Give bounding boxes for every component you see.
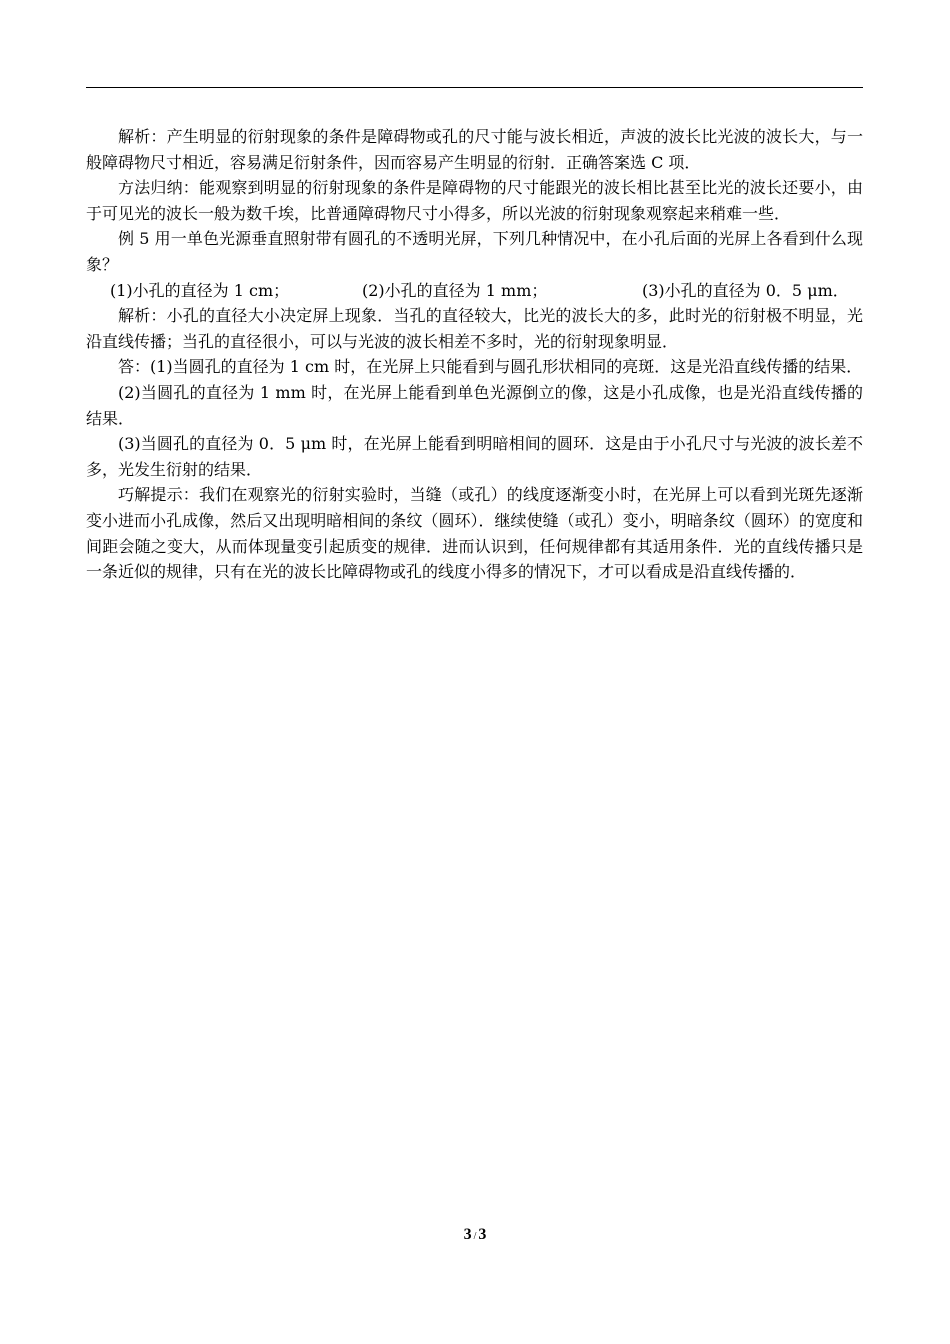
document-body: [86, 124, 863, 585]
page-number: [0, 1226, 950, 1244]
paragraph-method-summary: 方法归纳：能观察到明显的衍射现象的条件是障碍物的尺寸能跟光的波长相比甚至比光的波长还要小，由于可见光的波长一般为数千埃，比普通障碍物尺寸小得多，所以光波的衍射现象观察起来稍难一些．: [86, 178, 863, 223]
paragraph-answer-1: 答：(1)当圆孔的直径为 1 cm 时，在光屏上只能看到与圆孔形状相同的亮斑．这是光沿直线传播的结果．: [118, 357, 863, 377]
option-1: (1)小孔的直径为 1 cm；: [110, 280, 290, 300]
paragraph-answer-2: (2)当圆孔的直径为 1 mm 时，在光屏上能看到单色光源倒立的像，这是小孔成像，也是光沿直线传播的结果．: [86, 382, 863, 428]
option-2: (2)小孔的直径为 1 mm；: [362, 280, 548, 300]
paragraph-tip: 巧解提示：我们在观察光的衍射实验时，当缝（或孔）的线度逐渐变小时，在光屏上可以看到光斑先逐渐变小进而小孔成像，然后又出现明暗相间的条纹（圆环）．继续使缝（或孔）变小，明暗条纹（圆环）的宽度和间距会随之变大，从而体现量变引起质变的规律．进而认识到，任何规律都有其适用条件．光的直线传播只是一条近似的规律，只有在光的波长比障碍物或孔的线度小得多的情况下，才可以看成是沿直线传播的．: [86, 485, 863, 582]
header-rule: [86, 87, 863, 88]
example-options: [86, 278, 863, 304]
paragraph-answer-3: (3)当圆孔的直径为 0．5 μm 时，在光屏上能看到明暗相间的圆环．这是由于小孔尺寸与光波的波长差不多，光发生衍射的结果．: [86, 434, 863, 479]
page-separator: /: [473, 1231, 477, 1242]
total-pages: 3: [478, 1226, 487, 1243]
paragraph-analysis-1: 解析：产生明显的衍射现象的条件是障碍物或孔的尺寸能与波长相近，声波的波长比光波的波长大，与一般障碍物尺寸相近，容易满足衍射条件，因而容易产生明显的衍射．正确答案选 C 项．: [86, 127, 863, 172]
current-page: 3: [463, 1226, 472, 1243]
paragraph-analysis-2: 解析：小孔的直径大小决定屏上现象．当孔的直径较大，比光的波长大的多，此时光的衍射极不明显，光沿直线传播；当孔的直径很小，可以与光波的波长相差不多时，光的衍射现象明显．: [86, 306, 863, 351]
option-3: (3)小孔的直径为 0．5 μm．: [642, 280, 849, 300]
paragraph-example-5: 例 5 用一单色光源垂直照射带有圆孔的不透明光屏，下列几种情况中，在小孔后面的光屏上各看到什么现象？: [86, 229, 863, 274]
